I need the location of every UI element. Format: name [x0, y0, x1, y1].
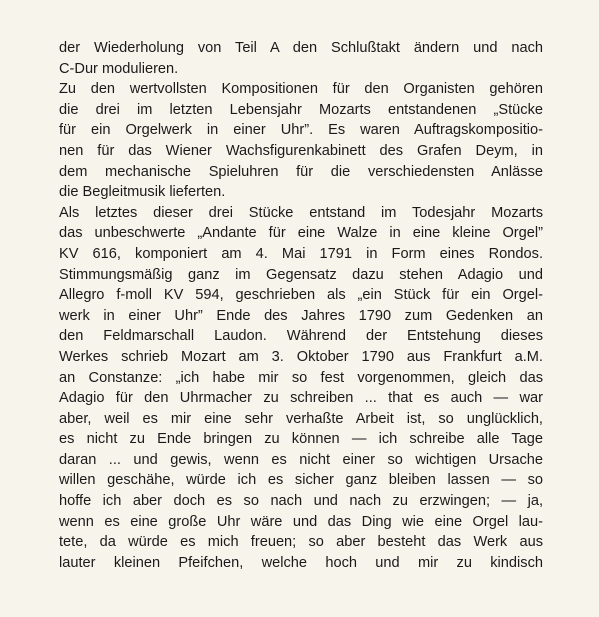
text-line: für ein Orgelwerk in einer Uhr”. Es waren Auftragskompositio- [59, 122, 543, 139]
text-line: der Wiederholung von Teil A den Schlußtakt ändern und nach [59, 40, 543, 56]
text-line: Zu den wertvollsten Kompositionen für den Organisten gehören [59, 81, 543, 98]
text-line: tete, da würde es mich freuen; so aber besteht das Werk aus [59, 534, 543, 551]
text-line: aber, weil es mir eine sehr verhaßte Arbeit ist, so unglücklich, [59, 410, 543, 427]
text-line: werk in einer Uhr” Ende des Jahres 1790 zum Gedenken an [59, 307, 543, 324]
text-line: KV 616, komponiert am 4. Mai 1791 in Form eines Rondos. [59, 245, 543, 262]
text-line: daran ... und gewis, wenn es nicht einer so wichtigen Ursache [59, 451, 543, 468]
text-line: hoffe ich aber doch es so nach und nach zu erzwingen; — ja, [59, 493, 543, 510]
text-line: es nicht zu Ende bringen zu können — ich schreibe alle Tage [59, 431, 543, 448]
text-line: Adagio für den Uhrmacher zu schreiben ... that es auch — war [59, 390, 543, 407]
text-line: Werkes schrieb Mozart am 3. Oktober 1790 aus Frankfurt a.M. [59, 348, 543, 365]
text-line: den Feldmarschall Laudon. Während der Entstehung dieses [59, 328, 543, 345]
text-line: die drei im letzten Lebensjahr Mozarts entstandenen „Stücke [59, 101, 543, 118]
text-line: die Begleitmusik lieferten. [59, 184, 226, 201]
text-line: dem mechanische Spieluhren für die verschiedensten Anlässe [59, 163, 543, 180]
text-line: lauter kleinen Pfeifchen, welche hoch und mir zu kindisch [59, 554, 543, 571]
text-line: Allegro f-moll KV 594, geschrieben als „ein Stück für ein Orgel- [59, 287, 543, 304]
body-text [59, 38, 543, 573]
text-line: wenn es eine große Uhr wäre und das Ding wie eine Orgel lau- [59, 513, 543, 530]
text-line: Als letztes dieser drei Stücke entstand im Todesjahr Mozarts [59, 204, 543, 221]
text-line: das unbeschwerte „Andante für eine Walze in eine kleine Orgel” [59, 225, 543, 242]
text-line: C-Dur modulieren. [59, 60, 179, 77]
text-line: nen für das Wiener Wachsfigurenkabinett des Grafen Deym, in [59, 142, 543, 159]
text-line: an Constanze: „ich habe mir so fest vorgenommen, gleich das [59, 369, 543, 386]
text-line: Stimmungsmäßig ganz im Gegensatz dazu stehen Adagio und [59, 266, 543, 283]
text-line: willen geschähe, würde ich es sicher ganz bleiben lassen — so [59, 472, 543, 489]
